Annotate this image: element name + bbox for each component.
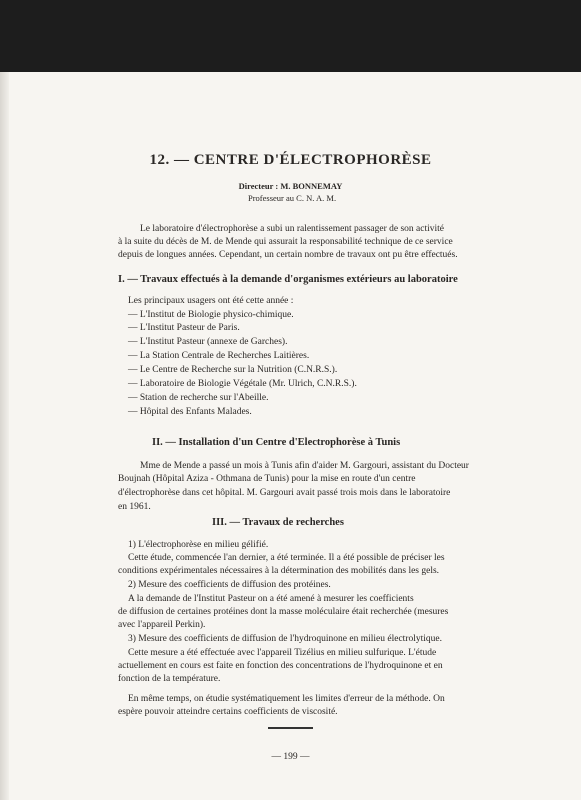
body-line: Mme de Mende a passé un mois à Tunis afin d'aider M. Gargouri, assistant du Docteur [140,461,469,471]
list-item: — Station de recherche sur l'Abeille. [128,393,269,403]
body-line: espère pouvoir atteindre certains coefficients de viscosité. [118,707,338,717]
list-item: — L'Institut Pasteur de Paris. [128,323,240,333]
director-line: Directeur : M. BONNEMAY [238,181,343,191]
list-item: — Le Centre de Recherche sur la Nutrition (C.N.R.S.). [128,365,338,375]
body-line: A la demande de l'Institut Pasteur on a été amené à mesurer les coefficients [128,594,414,604]
intro-line: à la suite du décès de M. de Mende qui assurait la responsabilité technique de ce service [118,237,453,247]
body-line: actuellement en cours est faite en fonction des concentrations de l'hydroquinone et en [118,661,443,671]
director-title: Professeur au C. N. A. M. [248,193,337,203]
body-line: en 1961. [118,502,151,512]
body-line: Cette étude, commencée l'an dernier, a été terminée. Il a été possible de préciser les [128,553,445,563]
section-heading-1: I. — Travaux effectués à la demande d'organismes extérieurs au laboratoire [118,274,458,285]
body-line: 3) Mesure des coefficients de diffusion de l'hydroquinone en milieu électrolytique. [128,634,442,644]
list-item: — Hôpital des Enfants Malades. [128,407,252,417]
section-heading-2: II. — Installation d'un Centre d'Electrophorèse à Tunis [152,437,401,448]
list-item: — L'Institut de Biologie physico-chimique. [128,310,294,320]
body-line: d'électrophorèse dans cet hôpital. M. Gargouri avait passé trois mois dans le laboratoire [118,488,451,498]
list-item: — Laboratoire de Biologie Végétale (Mr. Ulrich, C.N.R.S.). [128,379,357,389]
body-line: En même temps, on étudie systématiquement les limites d'erreur de la méthode. On [128,694,445,704]
section-heading-3: III. — Travaux de recherches [212,517,344,528]
body-line: Boujnah (Hôpital Aziza - Othmana de Tunis) pour la mise en route d'un centre [118,474,416,484]
body-line: conditions expérimentales nécessaires à la détermination des mobilités dans les gels. [118,566,440,576]
intro-line: Le laboratoire d'électrophorèse a subi un ralentissement passager de son activité [140,224,445,234]
page-number: — 199 — [271,752,310,762]
intro-line: depuis de longues années. Cependant, un certain nombre de travaux ont pu être effectués. [118,250,458,260]
body-line: de diffusion de certaines protéines dont la masse moléculaire était recherchée (mesures [118,607,449,617]
section-1-lead: Les principaux usagers ont été cette année : [128,296,294,306]
list-item: — La Station Centrale de Recherches Laitières. [128,351,310,361]
body-line: 2) Mesure des coefficients de diffusion des protéines. [128,580,331,590]
closing-rule [268,727,313,729]
body-line: avec l'appareil Perkin). [118,620,206,630]
body-line: 1) L'électrophorèse en milieu gélifié. [128,540,269,550]
page-title: 12. — CENTRE D'ÉLECTROPHORÈSE [149,152,432,168]
list-item: — L'Institut Pasteur (annexe de Garches). [128,337,288,347]
body-line: Cette mesure a été effectuée avec l'appareil Tizélius en milieu sulfurique. L'étude [128,648,437,658]
body-line: fonction de la température. [118,674,221,684]
